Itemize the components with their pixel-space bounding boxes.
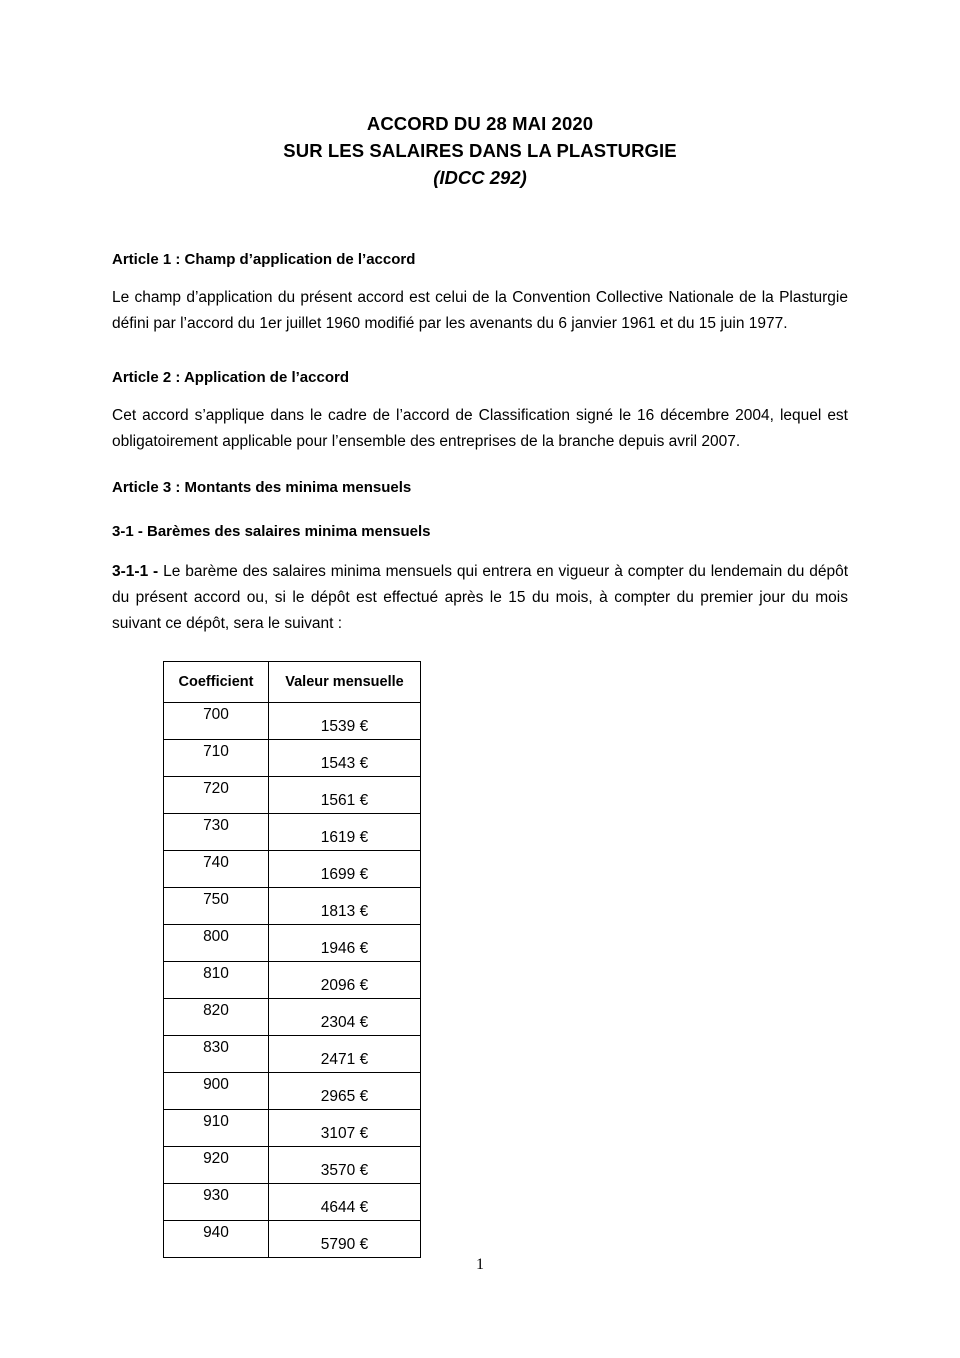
column-header-coefficient: Coefficient xyxy=(164,662,269,703)
title-line-2: SUR LES SALAIRES DANS LA PLASTURGIE xyxy=(283,140,677,161)
cell-valeur-mensuelle: 2471 € xyxy=(269,1036,421,1073)
cell-coefficient: 900 xyxy=(164,1073,269,1110)
cell-valeur-mensuelle: 1543 € xyxy=(269,740,421,777)
table-row xyxy=(164,925,421,962)
spacer xyxy=(112,455,848,477)
spacer xyxy=(112,543,848,559)
spacer xyxy=(112,389,848,403)
cell-valeur-mensuelle: 1539 € xyxy=(269,703,421,740)
article-3-1-1-paragraph xyxy=(112,559,848,637)
table-body xyxy=(164,703,421,1258)
clause-body: Le barème des salaires minima mensuels qui entrera en vigueur à compter du lendemain du dépôt du présent accord ou, si le dépôt est effectué après le 15 du mois, à compter du premier jour du mois suivant ce dépôt, sera le suivant : xyxy=(112,563,848,632)
cell-valeur-mensuelle: 3570 € xyxy=(269,1147,421,1184)
table-row xyxy=(164,962,421,999)
table-row xyxy=(164,703,421,740)
cell-coefficient: 740 xyxy=(164,851,269,888)
cell-coefficient: 940 xyxy=(164,1221,269,1258)
table-row xyxy=(164,888,421,925)
document-content xyxy=(112,0,848,1258)
cell-coefficient: 920 xyxy=(164,1147,269,1184)
spacer xyxy=(112,271,848,285)
article-2-heading: Article 2 : Application de l’accord xyxy=(112,369,349,386)
table-row xyxy=(164,851,421,888)
article-3-1-heading: 3-1 - Barèmes des salaires minima mensuels xyxy=(112,523,431,540)
table-row xyxy=(164,814,421,851)
cell-coefficient: 810 xyxy=(164,962,269,999)
table-row xyxy=(164,1110,421,1147)
table-row xyxy=(164,740,421,777)
bareme-table xyxy=(163,661,421,1258)
cell-valeur-mensuelle: 4644 € xyxy=(269,1184,421,1221)
cell-valeur-mensuelle: 5790 € xyxy=(269,1221,421,1258)
table-row xyxy=(164,999,421,1036)
cell-coefficient: 730 xyxy=(164,814,269,851)
table-row xyxy=(164,1073,421,1110)
table-row xyxy=(164,1036,421,1073)
title-line-1: ACCORD DU 28 MAI 2020 xyxy=(366,113,594,134)
bareme-table-wrapper xyxy=(112,661,848,1258)
cell-valeur-mensuelle: 1699 € xyxy=(269,851,421,888)
cell-coefficient: 930 xyxy=(164,1184,269,1221)
cell-coefficient: 720 xyxy=(164,777,269,814)
cell-coefficient: 910 xyxy=(164,1110,269,1147)
cell-coefficient: 830 xyxy=(164,1036,269,1073)
page-number: 1 xyxy=(476,1256,484,1273)
spacer xyxy=(112,337,848,367)
cell-valeur-mensuelle: 1946 € xyxy=(269,925,421,962)
spacer xyxy=(112,191,848,249)
table-row xyxy=(164,1184,421,1221)
cell-valeur-mensuelle: 3107 € xyxy=(269,1110,421,1147)
article-2-body: Cet accord s’applique dans le cadre de l’accord de Classification signé le 16 décembre 2004, lequel est obligatoirement applicable pour l’ensemble des entreprises de la branche depuis avril 2007. xyxy=(112,407,848,450)
column-header-valeur-mensuelle: Valeur mensuelle xyxy=(269,662,421,703)
cell-coefficient: 710 xyxy=(164,740,269,777)
table-row xyxy=(164,777,421,814)
cell-coefficient: 820 xyxy=(164,999,269,1036)
cell-valeur-mensuelle: 2304 € xyxy=(269,999,421,1036)
clause-label: 3-1-1 - xyxy=(112,563,159,580)
table-head xyxy=(164,662,421,703)
article-1-heading: Article 1 : Champ d’application de l’accord xyxy=(112,251,416,268)
cell-valeur-mensuelle: 2965 € xyxy=(269,1073,421,1110)
cell-coefficient: 700 xyxy=(164,703,269,740)
table-header-row xyxy=(164,662,421,703)
cell-coefficient: 750 xyxy=(164,888,269,925)
document-title-block xyxy=(112,0,848,191)
spacer xyxy=(112,499,848,521)
cell-coefficient: 800 xyxy=(164,925,269,962)
cell-valeur-mensuelle: 1813 € xyxy=(269,888,421,925)
article-1-body: Le champ d’application du présent accord est celui de la Convention Collective Nationale de la Plasturgie défini par l’accord du 1er juillet 1960 modifié par les avenants du 6 janvier 1961 et du 15 juin 1977. xyxy=(112,289,848,332)
table-row xyxy=(164,1147,421,1184)
cell-valeur-mensuelle: 1619 € xyxy=(269,814,421,851)
table-row xyxy=(164,1221,421,1258)
cell-valeur-mensuelle: 2096 € xyxy=(269,962,421,999)
cell-valeur-mensuelle: 1561 € xyxy=(269,777,421,814)
title-idcc: (IDCC 292) xyxy=(433,167,527,188)
article-3-heading: Article 3 : Montants des minima mensuels xyxy=(112,479,412,496)
